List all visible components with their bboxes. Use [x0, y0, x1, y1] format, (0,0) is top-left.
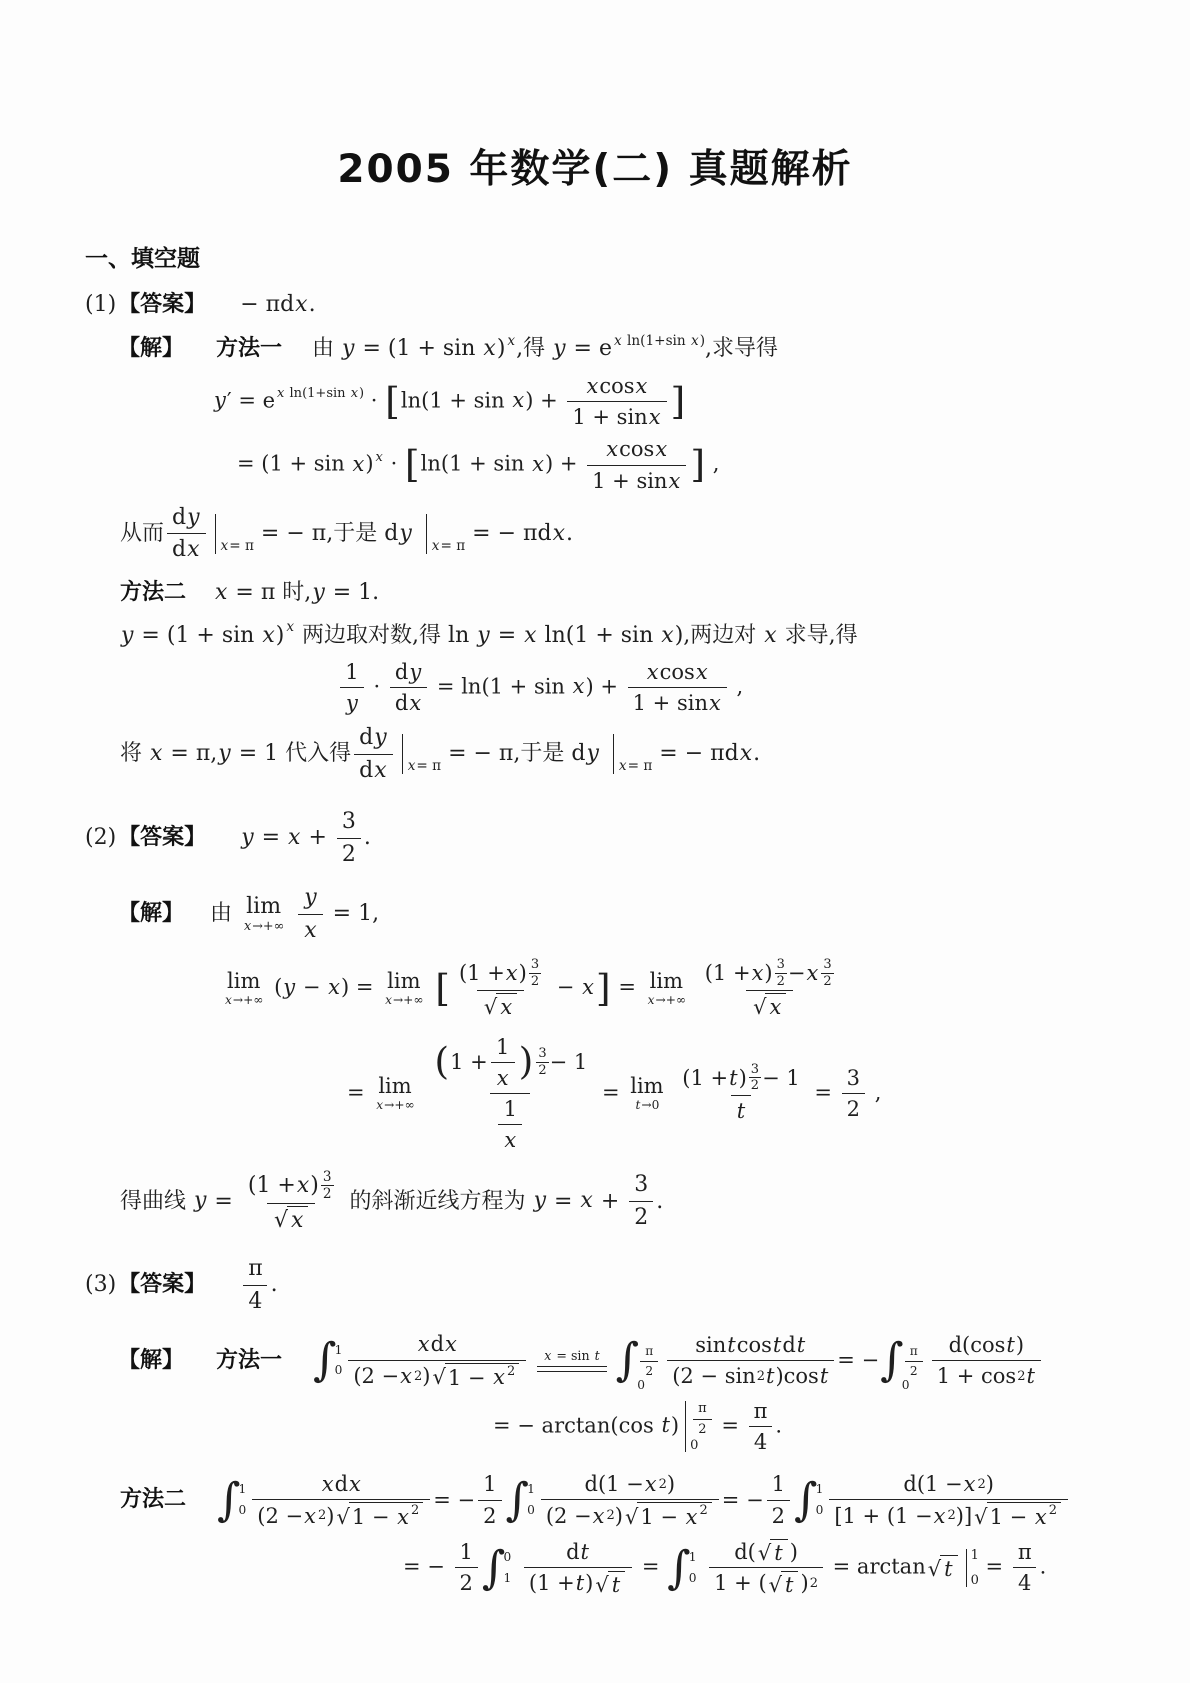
formula-p1-m2-concl: 将 x = π,y = 1 代入得 d y d x x = π = − π,于是 dy x = π = − πdx.	[120, 725, 761, 783]
p3-method2-eq2	[403, 1539, 1135, 1597]
formula-p3-m1-eq2: = − arctan(cos t) $\frac{\pi}{2}$ 0 = $\frac{\pi}{4}$ .	[493, 1398, 783, 1454]
formula-p2-concl: 得曲线 y = (1 + x ) $\frac{3}{2}$ √ x 的斜渐近线方程为 y = x + $\frac{3}{2}$ .	[120, 1168, 664, 1234]
p1-method2-conclusion	[85, 724, 1135, 784]
p1-method1-conclusion	[85, 504, 1135, 564]
formula-p2-eq1: lim x→+∞ (y − x) = lim x→+∞ [ (1 + x ) $\frac{3}{2}$ √ x − x] = lim x→+∞ (1 + x ) $\frac{3}{2}$ − x $\frac{3}{2}$ √ x	[225, 957, 832, 1020]
formula-p3-m2-eq1: ∫ 1 0 x d x (2 − x 2 ) √ 1 − x $^2$ = − $\frac{1}{2}$ ∫ 1 0 d(1 − x 2 ) (2 − x 2 ) √ 1 − x $^2$ = − $\frac{1}{2}$ ∫ 1 0 d(1 − x 2 ) [1 + (1 − x 2 )] √ 1 − x $^2$	[216, 1471, 1071, 1529]
p3-answer-row	[85, 1255, 1135, 1315]
p1-method2-eq	[337, 659, 1135, 717]
formula-p3-m2-eq2: = − $\frac{1}{2}$ ∫ 0 1 d t (1 + t ) √ t = ∫ 1 0 d( √ t ) 1 + ( √ t ) 2 = arctan √ t 1 0 = $\frac{\pi}{4}$ .	[403, 1540, 1047, 1597]
p1-solution-label: 【解】	[118, 335, 185, 361]
formula-p1-m1-eq1: y′ = e $^{x ln(1+sin x)}$ · [ln(1 + sin x) + x cos x 1 + sin x ]	[214, 373, 686, 430]
p3-answer-label: 【答案】	[118, 1272, 207, 1298]
p3-method1-eq2	[493, 1398, 1135, 1456]
p2-answer-math: y = x + $\frac{3}{2}$ .	[241, 809, 371, 867]
p3-method1-row	[85, 1331, 1135, 1393]
p2-solution-label: 【解】	[118, 901, 185, 927]
page-title: 2005 年数学(二) 真题解析	[337, 147, 853, 192]
p1-answer-label: 【答案】	[118, 292, 207, 317]
p2-solution-row	[85, 884, 1135, 944]
p1-answer-row	[85, 289, 1135, 321]
formula-p1-m1-concl: 从而 d y d x x = π = − π,于是 dy x = π = − πdx.	[120, 504, 573, 563]
p1-method1-eq2	[237, 436, 1135, 494]
p1-method2-line	[85, 620, 1135, 652]
p3-solution-label: 【解】	[118, 1347, 185, 1373]
p2-answer-label: 【答案】	[118, 825, 207, 851]
p2-number: (2)	[85, 825, 117, 851]
p3-number: (3)	[85, 1272, 117, 1298]
p2-answer-row	[85, 808, 1135, 868]
p3-method2-row	[85, 1471, 1135, 1529]
p1-method1-row	[85, 333, 1135, 365]
p2-eq1	[220, 958, 1135, 1019]
formula-p1-m2-line: y = (1 + sin x) $^x$ 两边取对数,得 ln y = x ln(1 + sin x),两边对 x 求导,得	[121, 619, 858, 648]
p3-answer-math: $\frac{\pi}{4}$ .	[240, 1255, 277, 1315]
formula-p2-intro: 由 lim x→+∞ $\frac{y}{x}$ = 1,	[210, 885, 380, 943]
formula-p2-eq2: = lim x→+∞ ( 1 + $\frac{1}{x}$ ) $\frac{3}{2}$ − 1 $\frac{1}{x}$ = lim t→0 (1 + t ) $\frac{3}{2}$ − 1 t = $\frac{3}{2}$ ,	[347, 1034, 882, 1153]
p1-method1-intro: 由 y = (1 + sin x) $^x$,得 y = e $^{x ln(1+sin x)}$,求导得	[312, 332, 779, 361]
p1-number: (1)	[85, 292, 117, 317]
formula-p3-m1-eq1: ∫ 1 0 x d x (2 − x 2 ) √ 1 − x $^2$ x = sin t ∫ $\frac{\pi}{2}$ 0 sin t cos t d t (2 − sin 2 t )cos t = − ∫ $\frac{\pi}{2}$ 0 d(cos t ) 1 + cos 2 t	[312, 1331, 1044, 1389]
formula-p1-m1-eq2: = (1 + sin x) $^x$ · [ln(1 + sin x) + x cos x 1 + sin x ] ,	[237, 437, 720, 493]
p1-method1-eq1	[213, 373, 1135, 431]
p3-method1-label: 方法一	[216, 1347, 283, 1373]
p1-answer-math: − πdx.	[240, 292, 316, 317]
formula-p1-m2-eq: $\frac{1}{y}$ · d y d x = ln(1 + sin x) + x cos x 1 + sin x ,	[337, 659, 743, 717]
formula-p1-m2-head: x = π 时,y = 1.	[215, 579, 380, 605]
page-content	[0, 240, 1190, 1597]
p2-eq2	[347, 1034, 1135, 1154]
p2-conclusion	[85, 1170, 1135, 1234]
p1-method2-label: 方法二	[120, 579, 187, 605]
p1-method2-row	[85, 577, 1135, 609]
section-heading: 一、填空题	[85, 246, 200, 272]
p3-method2-label: 方法二	[120, 1487, 187, 1513]
p1-method1-label: 方法一	[216, 335, 283, 361]
